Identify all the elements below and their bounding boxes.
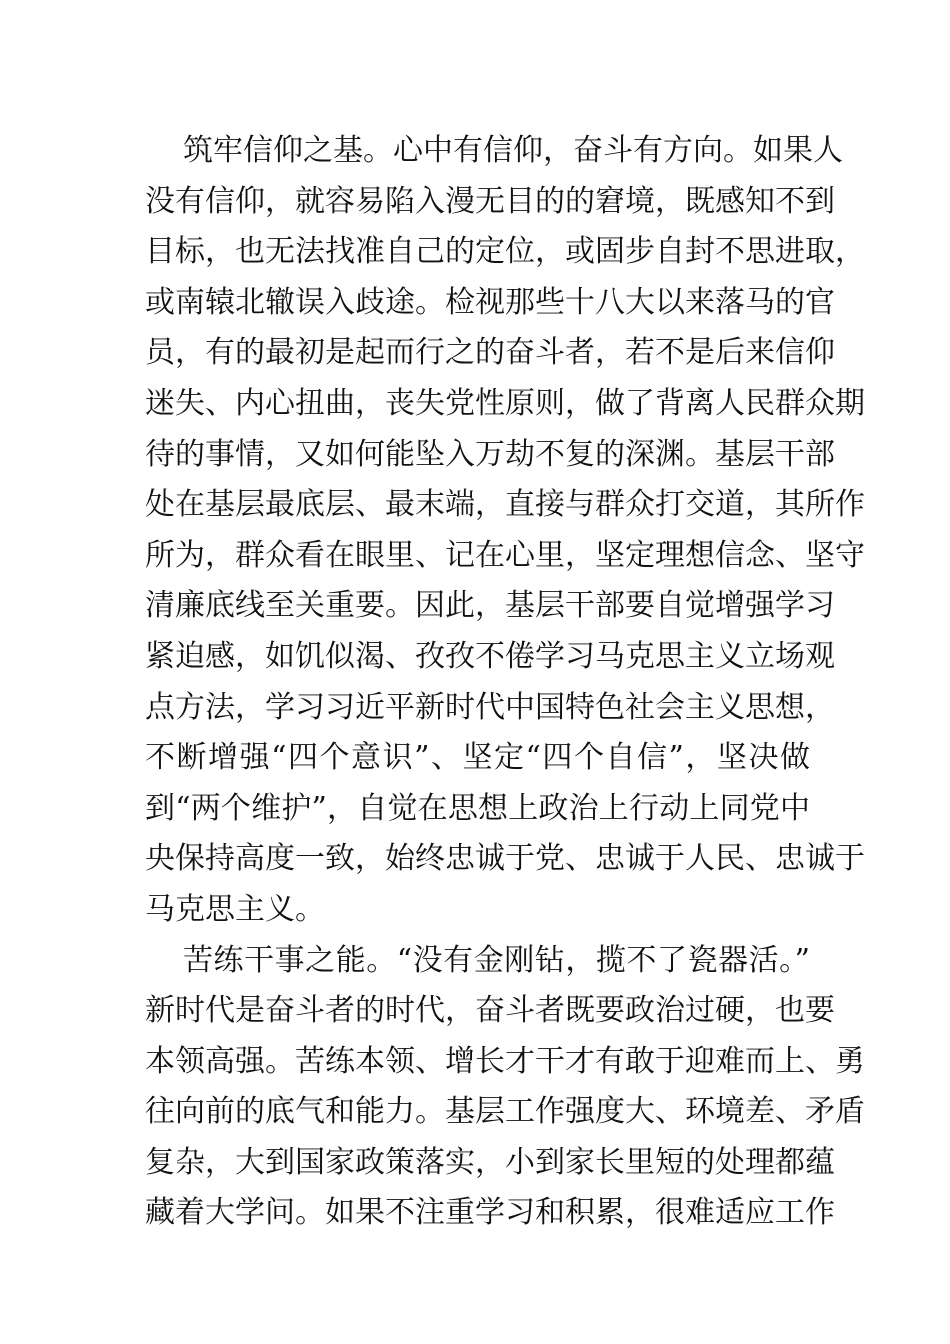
- paragraph-line: 所为，群众看在眼里、记在心里，坚定理想信念、坚守: [145, 537, 865, 573]
- paragraph-line: 紧迫感，如饥似渴、孜孜不倦学习马克思主义立场观: [145, 638, 835, 674]
- paragraph-faith: [145, 126, 865, 936]
- paragraph-line: 到“两个维护”，自觉在思想上政治上行动上同党中: [145, 790, 810, 826]
- paragraph-line: 本领高强。苦练本领、增长才干才有敢于迎难而上、勇: [145, 1043, 865, 1079]
- paragraph-line: 苦练干事之能。“没有金刚钻，揽不了瓷器活。”: [183, 942, 810, 978]
- paragraph-line: 目标，也无法找准自己的定位，或固步自封不思进取，: [145, 234, 865, 270]
- paragraph-line: 没有信仰，就容易陷入漫无目的的窘境，既感知不到: [145, 183, 835, 219]
- paragraph-line: 往向前的底气和能力。基层工作强度大、环境差、矛盾: [145, 1094, 865, 1130]
- paragraph-line: 筑牢信仰之基。心中有信仰，奋斗有方向。如果人: [183, 133, 843, 168]
- paragraph-line: 藏着大学问。如果不注重学习和积累，很难适应工作: [145, 1195, 835, 1231]
- paragraph-line: 迷失、内心扭曲，丧失党性原则，做了背离人民群众期: [145, 385, 865, 421]
- paragraph-line: 新时代是奋斗者的时代，奋斗者既要政治过硬，也要: [145, 993, 835, 1029]
- paragraph-line: 或南辕北辙误入歧途。检视那些十八大以来落马的官: [145, 284, 835, 320]
- paragraph-line: 清廉底线至关重要。因此，基层干部要自觉增强学习: [145, 588, 835, 624]
- paragraph-line: 待的事情，又如何能坠入万劫不复的深渊。基层干部: [145, 436, 835, 472]
- paragraph-line: 复杂，大到国家政策落实，小到家长里短的处理都蕴: [145, 1144, 835, 1180]
- paragraph-line: 员，有的最初是起而行之的奋斗者，若不是后来信仰: [145, 335, 835, 371]
- paragraph-line: 处在基层最底层、最末端，直接与群众打交道，其所作: [145, 487, 865, 523]
- paragraph-skills: [145, 936, 865, 1240]
- paragraph-line: 点方法，学习习近平新时代中国特色社会主义思想，: [145, 689, 835, 725]
- paragraph-line: 央保持高度一致，始终忠诚于党、忠诚于人民、忠诚于: [145, 841, 865, 877]
- paragraph-line: 不断增强“四个意识”、坚定“四个自信”，坚决做: [145, 740, 810, 776]
- paragraph-line: 马克思主义。: [145, 891, 325, 927]
- body-text: [145, 126, 865, 1239]
